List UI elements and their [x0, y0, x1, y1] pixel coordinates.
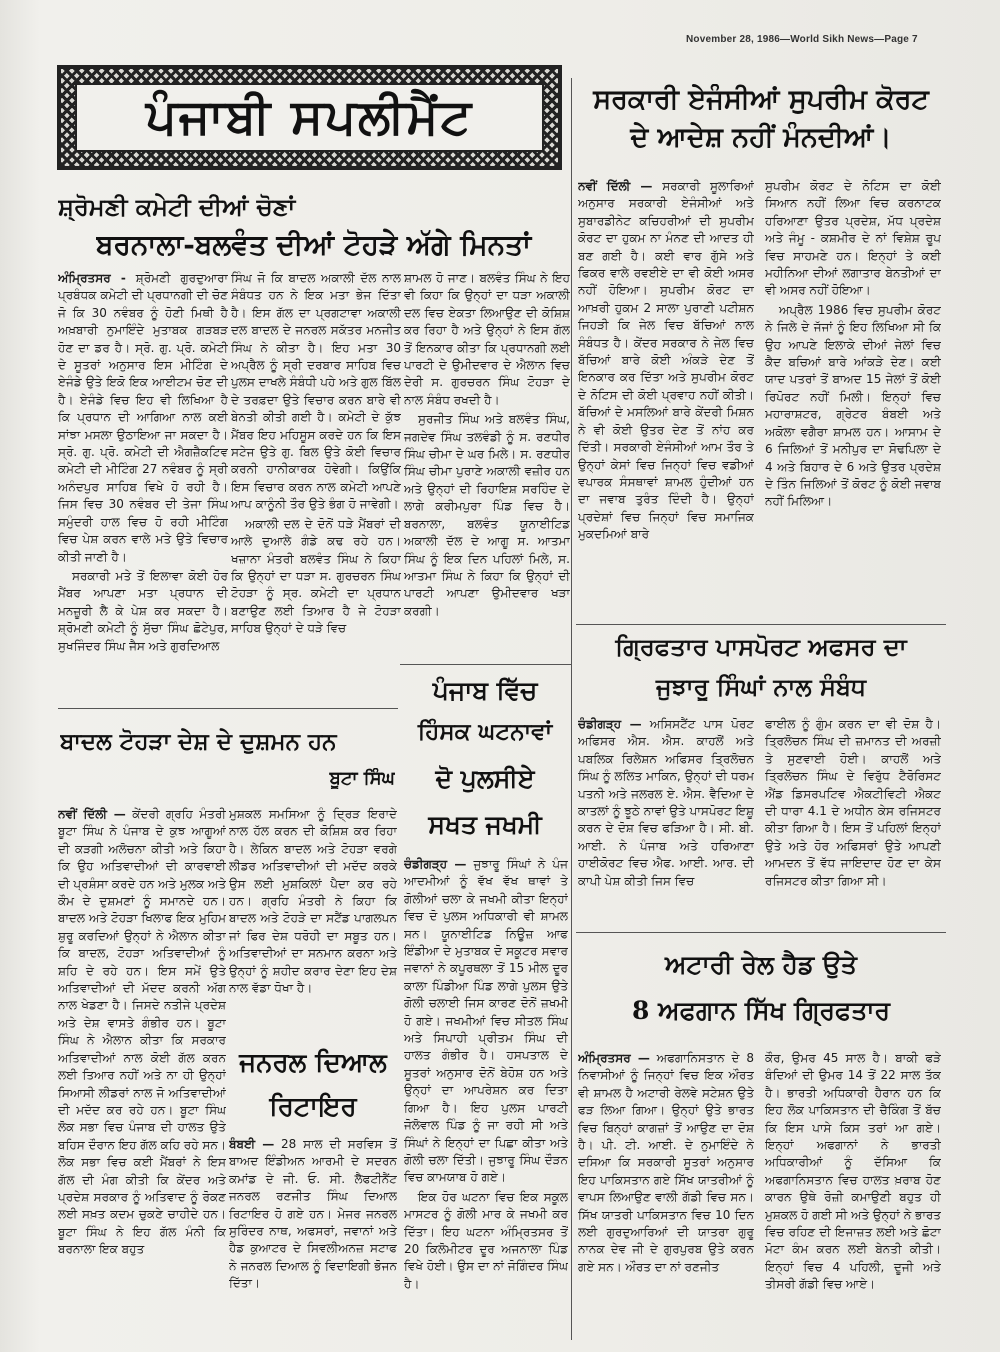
page-folio: November 28, 1986—World Sikh News—Page 7 — [686, 34, 918, 45]
article2-column-1 — [578, 178, 754, 618]
masthead-banner — [57, 65, 562, 170]
paragraph-text: ਸਰਕਾਰੀ ਸੂਲਾਰਿਆਂ ਅਨੁਸਾਰ ਸਰਕਾਰੀ ਏਜੰਸੀਆਂ ਅਤੇ ਸੁਬਾਰਡੀਨੇਟ ਕਚਿਹਰੀਆਂ ਦੀ ਸੁਪਰੀਮ ਕੋਰਟ ਦਾ ਹੁਕਮ ਨਾ ਮੰਨਣ ਦੀ ਆਦਤ ਹੀ ਬਣ ਗਈ ਹੈ। ਕਈ ਵਾਰ ਗੁੱਸੇ ਅਤੇ ਫਿਕਰ ਵਾਲੇ ਰਵਈਏ ਦਾ ਵੀ ਕੋਈ ਅਸਰ ਨਹੀਂ ਹੋਇਆ। ਸੁਪਰੀਮ ਕੋਰਟ ਦਾ ਆਖ਼ਰੀ ਹੁਕਮ 2 ਸਾਲਾ ਪੁਰਾਣੀ ਪਟੀਸ਼ਨ ਜਿਹੜੀ ਕਿ ਜੇਲ ਵਿਚ ਬੱਚਿਆਂ ਨਾਲ ਸੰਬੰਧਤ ਹੈ। ਕੇਂਦਰ ਸਰਕਾਰ ਨੇ ਜੇਲ ਵਿਚ ਬੱਚਿਆਂ ਬਾਰੇ ਕੋਈ ਅੰਕੜੇ ਦੇਣ ਤੋਂ ਇਨਕਾਰ ਕਰ ਦਿੱਤਾ ਅਤੇ ਸੁਪਰੀਮ ਕੋਰਟ ਦੇ ਨੋਟਿਸ ਦੀ ਕੋਈ ਪ੍ਰਵਾਹ ਨਹੀਂ ਕੀਤੀ। ਬੱਚਿਆਂ ਦੇ ਮਸਲਿਆਂ ਬਾਰੇ ਕੇਂਦਰੀ ਮਿਸ਼ਨ ਨੇ ਵੀ ਕੋਈ ਉਤਰ ਦੇਣ ਤੋਂ ਨਾਂਹ ਕਰ ਦਿੱਤੀ। ਸਰਕਾਰੀ ਏਜੰਸੀਆਂ ਆਮ ਤੌਰ ਤੇ ਉਨ੍ਹਾਂ ਕੇਸਾਂ ਵਿਚ ਜਿਨ੍ਹਾਂ ਵਿਚ ਵਡੀਆਂ ਵਪਾਰਕ ਸੰਸਥਾਵਾਂ ਸ਼ਾਮਲ ਹੁੰਦੀਆਂ ਹਨ ਦਾ ਜਵਾਬ ਤੁਰੰਤ ਦਿੰਦੀ ਹੈ। ਉਨ੍ਹਾਂ ਪ੍ਰਦੇਸ਼ਾਂ ਵਿਚ ਜਿਨ੍ਹਾਂ ਵਿਚ ਸਮਾਜਿਕ ਮੁਕਦਮਿਆਂ ਬਾਰੇ — [578, 179, 754, 542]
article2-column-2 — [765, 178, 941, 618]
article4-column-1 — [58, 806, 226, 1340]
paragraph — [58, 568, 228, 655]
paragraph-text: ਸੁਰਜੀਤ ਸਿੰਘ ਅਤੇ ਬਲਵੰਤ ਸਿੰਘ, ਜਗਦੇਵ ਸਿੰਘ ਤਲਵੰਡੀ ਨੂੰ ਸ. ਰਣਧੀਰ ਸਿੰਘ ਚੀਮਾ ਦੇ ਘਰ ਮਿਲੇ। ਸ. ਰਣਧੀਰ ਸਿੰਘ ਚੀਮਾ ਪੁਰਾਣੇ ਅਕਾਲੀ ਵਜ਼ੀਰ ਹਨ ਅਤੇ ਉਨ੍ਹਾਂ ਦੀ ਰਿਹਾਇਸ਼ ਸਰਹਿੰਦ ਦੇ ਲਾਗੇ ਕਰੀਮਪੁਰਾ ਪਿੰਡ ਵਿਚ ਹੈ। ਬਰਨਾਲਾ, ਬਲਵੰਤ ਯੂਨਾਈਟਿਡ ਅਕਾਲੀ ਦੱਲ ਦੇ ਆਗੂ ਸ. ਆਤਮਾ ਸਿੰਘ ਨੂੰ ਇਕ ਦਿਨ ਪਹਿਲਾਂ ਮਿਲੇ, ਸ. ਆਤਮਾ ਸਿੰਘ ਨੇ ਕਿਹਾ ਕਿ ਉਨ੍ਹਾਂ ਦੀ ਪਾਰਟੀ ਆਪਣਾ ਉਮੀਦਵਾਰ ਖੜਾ ਕਰਗੀ। — [404, 412, 570, 618]
article1-column-3 — [404, 270, 570, 660]
article5-headline-line2: ਹਿੰਸਕ ਘਟਨਾਵਾਂ — [417, 718, 553, 745]
paragraph-text: ਇਕ ਹੋਰ ਘਟਨਾ ਵਿਚ ਇਕ ਸਕੂਲ ਮਾਸਟਰ ਨੂੰ ਗੋਲੀ ਮਾਰ ਕੇ ਜਖਮੀ ਕਰ ਦਿੱਤਾ। ਇਹ ਘਟਨਾ ਅੰਮ੍ਰਿਤਸਰ ਤੋਂ 20 ਕਿਲੋਮੀਟਰ ਦੂਰ ਅਜਨਾਲਾ ਪਿੰਡ ਵਿਖੇ ਹੋਈ। ਉਸ ਦਾ ਨਾਂ ਜੋਗਿੰਦਰ ਸਿੰਘ ਹੈ। — [404, 1189, 568, 1291]
paragraph — [58, 806, 226, 1259]
paragraph-text: ਕੌਰ, ਉਮਰ 45 ਸਾਲ ਹੈ। ਬਾਕੀ ਫੜੇ ਬੰਦਿਆਂ ਦੀ ਉਮਰ 14 ਤੋਂ 22 ਸਾਲ ਤੱਕ ਹੈ। ਭਾਰਤੀ ਅਧਿਕਾਰੀ ਹੈਰਾਨ ਹਨ ਕਿ ਇਹ ਲੋਕ ਪਾਕਿਸਤਾਨ ਦੀ ਚੈਕਿੰਗ ਤੋਂ ਬੱਚ ਕਿ ਇਸ ਪਾਸੇ ਕਿਸ ਤਰਾਂ ਆ ਗਏ। ਇਨ੍ਹਾਂ ਅਫਗਾਨਾਂ ਨੇ ਭਾਰਤੀ ਅਧਿਕਾਰੀਆਂ ਨੂੰ ਦੱਸਿਆ ਕਿ ਅਫਗਾਨਿਸਤਾਨ ਵਿਚ ਹਾਲਤ ਖ਼ਰਾਬ ਹੋਣ ਕਾਰਨ ਉਥੇ ਰੋਜ਼ੀ ਕਮਾਉਣੀ ਬਹੁਤ ਹੀ ਮੁਸ਼ਕਲ ਹੋ ਗਈ ਸੀ ਅਤੇ ਉਨ੍ਹਾਂ ਨੇ ਭਾਰਤ ਵਿਚ ਰਹਿਣ ਦੀ ਇਜਾਜ਼ਤ ਲਈ ਅਤੇ ਛੋਟਾ ਮੋਟਾ ਕੰਮ ਕਰਨ ਲਈ ਬੇਨਤੀ ਕੀਤੀ। ਇਨ੍ਹਾਂ ਵਿਚ 4 ਪਹਿਲੀ, ਦੂਜੀ ਅਤੇ ਤੀਸਰੀ ਗੱਡੀ ਵਿਚ ਆਏ। — [765, 1051, 941, 1292]
article7-headline-line2: 8 ਅਫਗਾਨ ਸਿੱਖ ਗ੍ਰਿਫਤਾਰ — [632, 996, 890, 1025]
paragraph — [404, 270, 570, 409]
dateline: ਨਵੀਂ ਦਿੱਲੀ — — [58, 807, 126, 821]
article4-column-2 — [229, 806, 397, 1034]
article5-column-1 — [404, 856, 568, 1340]
article6-column-1 — [229, 1136, 397, 1340]
article1-headline: ਬਰਨਾਲਾ-ਬਲਵੰਤ ਦੀਆਂ ਟੋਹੜੇ ਅੱਗੇ ਮਿਨਤਾਂ — [96, 228, 532, 261]
paragraph-text: ਸਿੰਘ ਜੋ ਕਿ ਬਾਦਲ ਅਕਾਲੀ ਦੱਲ ਨਾਲ ਸੰਬੰਧਤ ਹਨ ਨੇ ਇਕ ਮਤਾ ਭੇਜ ਦਿੱਤਾ ਹੈ। ਇਸ ਗੱਲ ਦਾ ਪ੍ਰਗਟਾਵਾ ਅਕਾਲੀ ਦਲ ਬਾਦਲ ਦੇ ਜਨਰਲ ਸਕੱਤਰ ਮਨਜੀਤ ਸਿੰਘ ਨੇ ਕੀਤਾ ਹੈ। ਇਹ ਮਤਾ 30 ਅਪ੍ਰੈਲ ਨੂੰ ਸ੍ਰੀ ਦਰਬਾਰ ਸਾਹਿਬ ਵਿਚ ਪੁਲਸ ਦਾਖਲੇ ਸੰਬੰਧੀ ਪਹੇ ਅਤੇ ਗੁਲ ਬਿੱਲ ਦੇ ਤਰਫ਼ਦਾ ਉਤੇ ਵਿਚਾਰ ਕਰਨ ਬਾਰੇ ਵੀ ਬੇਨਤੀ ਕੀਤੀ ਗਈ ਹੈ। ਕਮੇਟੀ ਦੇ ਕੁੱਝ ਮੈਂਬਰ ਇਹ ਮਹਿਸੂਸ ਕਰਦੇ ਹਨ ਕਿ ਇਸ ਸਟੇਜ ਉਤੇ ਗੁ. ਬਿਲ ਉਤੇ ਕੋਈ ਵਿਚਾਰ ਕਰਨੀ ਹਾਨੀਕਾਰਕ ਹੋਵੇਗੀ। ਕਿਉਂਕਿ ਇਸ ਵਿਚਾਰ ਕਰਨ ਨਾਲ ਕਮੇਟੀ ਆਪਣੇ ਆਪ ਕਾਨੂੰਨੀ ਤੌਰ ਉਤੇ ਭੰਗ ਹੋ ਜਾਵੇਗੀ। — [231, 271, 401, 512]
paragraph-text: ਸ਼ਾਮਲ ਹੋ ਜਾਣ। ਬਲਵੰਤ ਸਿੰਘ ਨੇ ਇਹ ਵੀ ਕਿਹਾ ਕਿ ਉਨ੍ਹਾਂ ਦਾ ਧੜਾ ਅਕਾਲੀ ਦਲ ਵਿਚ ਏਕਤਾ ਲਿਆਉਣ ਦੀ ਕੋਸ਼ਿਸ਼ ਕਰ ਰਿਹਾ ਹੈ ਅਤੇ ਉਨ੍ਹਾਂ ਨੇ ਇਸ ਗੱਲ ਤੋਂ ਇਨਕਾਰ ਕੀਤਾ ਕਿ ਪ੍ਰਧਾਨਗੀ ਲਈ ਪਾਰਟੀ ਦੇ ਉਮੀਦਵਾਰ ਦੇ ਐਲਾਨ ਵਿਚ ਦੇਰੀ ਸ. ਗੁਰਚਰਨ ਸਿੰਘ ਟੋਹੜਾ ਦੇ ਨਾਲ ਸੰਬੰਧ ਰਖਦੀ ਹੈ। — [404, 271, 570, 407]
masthead-title: ਪੰਜਾਬੀ ਸਪਲੀਮੈਂਟ — [145, 89, 474, 145]
paragraph-text: ਮੁਸ਼ਕਲ ਸਮਸਿਆ ਨੂੰ ਦ੍ਰਿੜ ਇਰਾਦੇ ਨਾਲ ਹੱਲ ਕਰਨ ਦੀ ਕੋਸ਼ਿਸ਼ ਕਰ ਰਿਹਾ ਹੈ। ਲੇਕਿਨ ਬਾਦਲ ਅਤੇ ਟੋਹੜਾ ਵਰਗੇ ਲੀਡਰ ਅਤਿਵਾਦੀਆਂ ਦੀ ਮਦੱਦ ਕਰਕੇ ਉਸ ਲਈ ਮੁਸ਼ਕਿਲਾਂ ਪੈਦਾ ਕਰ ਰਹੇ ਹਨ। ਗ੍ਰਹਿ ਮੰਤਰੀ ਨੇ ਕਿਹਾ ਕਿ ਬਾਦਲ ਅਤੇ ਟੋਹੜੇ ਦਾ ਸਟੈਂਡ ਪਾਗਲਪਨ ਜਾਂ ਫਿਰ ਦੇਸ਼ ਧਰੋਹੀ ਦਾ ਸਬੂਤ ਹਨ। ਅਤਿਵਾਦੀਆਂ ਦਾ ਸਨਮਾਨ ਕਰਨਾ ਅਤੇ ਉਨ੍ਹਾਂ ਨੂੰ ਸ਼ਹੀਦ ਕਰਾਰ ਦੇਣਾ ਇਹ ਦੇਸ਼ ਨਾਲ ਵੱਡਾ ਧੋਖਾ ਹੈ। — [229, 807, 397, 996]
paragraph — [229, 1136, 397, 1293]
rule-article2-bottom — [576, 624, 946, 625]
article3-headline-line1: ਗ੍ਰਿਫਤਾਰ ਪਾਸਪੋਰਟ ਅਫਸਰ ਦਾ — [615, 632, 907, 661]
paragraph — [765, 1050, 941, 1294]
article7-column-1 — [578, 1050, 754, 1340]
article6-headline-line2: ਰਿਟਾਇਰ — [269, 1092, 357, 1122]
paragraph-text: ਸ਼੍ਰੋਮਣੀ ਗੁਰਦੁਆਰਾ ਪ੍ਰਬੰਧਕ ਕਮੇਟੀ ਦੀ ਪ੍ਰਧਾਨਗੀ ਦੀ ਚੋਣ ਜੋ ਕਿ 30 ਨਵੰਬਰ ਨੂੰ ਹੋਣੀ ਮਿਥੀ ਹੈ ਅਖ਼ਬਾਰੀ ਨੁਮਾਇੰਦੇ ਮੁਤਾਬਕ ਗੜਬੜ ਹੋਣ ਦਾ ਡਰ ਹੈ। ਸ੍ਰੋ. ਗੁ. ਪ੍ਰੋ. ਕਮੇਟੀ ਦੇ ਸੂਤਰਾਂ ਅਨੁਸਾਰ ਇਸ ਮੀਟਿੰਗ ਦੇ ਏਜੰਡੇ ਉਤੇ ਇਕੋ ਇਕ ਆਈਟਮ ਚੋਣ ਦੀ ਹੈ। ਏਜੰਡੇ ਵਿਚ ਇਹ ਵੀ ਲਿਖਿਆ ਹੈ ਕਿ ਪ੍ਰਧਾਨ ਦੀ ਆਗਿਆ ਨਾਲ ਕਈ ਸਾਂਝਾ ਮਸਲਾ ਉਠਾਇਆ ਜਾ ਸਕਦਾ ਹੈ। ਸ੍ਰੋ. ਗੁ. ਪ੍ਰੋ. ਕਮੇਟੀ ਦੀ ਐਗਜ਼ੈਕਟਿਵ ਕਮੇਟੀ ਦੀ ਮੀਟਿੰਗ 27 ਨਵੰਬਰ ਨੂੰ ਸ੍ਰੀ ਅਨੰਦਪੁਰ ਸਾਹਿਬ ਵਿਖੇ ਹੋ ਰਹੀ ਹੈ। ਜਿਸ ਵਿਚ 30 ਨਵੰਬਰ ਦੀ ਤੇਜਾ ਸਿੰਘ ਸਮੁੰਦਰੀ ਹਾਲ ਵਿਚ ਹੋ ਰਹੀ ਮੀਟਿੰਗ ਵਿਚ ਪੇਸ਼ ਕਰਨ ਵਾਲੇ ਮਤੇ ਉਤੇ ਵਿਚਾਰ ਕੀਤੀ ਜਾਣੀ ਹੈ। — [58, 271, 228, 564]
paragraph — [229, 806, 397, 997]
paragraph — [404, 1189, 568, 1293]
article2-headline-line2: ਦੇ ਆਦੇਸ਼ ਨਹੀਂ ਮੰਨਦੀਆਂ। — [630, 122, 892, 153]
article4-byline: ਬੂਟਾ ਸਿੰਘ — [329, 768, 395, 789]
paragraph — [404, 856, 568, 1187]
paragraph-text: ਸਰਕਾਰੀ ਮਤੇ ਤੋਂ ਇਲਾਵਾ ਕੋਈ ਹੋਰ ਮੈਂਬਰ ਆਪਣਾ ਮਤਾ ਪ੍ਰਧਾਨ ਦੀ ਮਨਜ਼ੂਰੀ ਲੈ ਕੇ ਪੇਸ਼ ਕਰ ਸਕਦਾ ਹੈ। ਸ਼੍ਰੋਮਣੀ ਕਮੇਟੀ ਨੂੰ ਸੁੱਚਾ ਸਿੰਘ ਛੋਟੇਪੁਰ, ਸੁਖਜਿੰਦਰ ਸਿੰਘ ਜੈਸ ਅਤੇ ਗੁਰਦਿਆਲ — [58, 568, 228, 653]
article3-column-2 — [765, 716, 941, 926]
paragraph-text: ਅਫਗਾਨਿਸਤਾਨ ਦੇ 8 ਨਿਵਾਸੀਆਂ ਨੂੰ ਜਿਨ੍ਹਾਂ ਵਿਚ ਇਕ ਔਰਤ ਵੀ ਸ਼ਾਮਲ ਹੈ ਅਟਾਰੀ ਰੇਲਵੇ ਸਟੇਸ਼ਨ ਉਤੇ ਫੜ ਲਿਆ ਗਿਆ। ਉਨ੍ਹਾਂ ਉਤੇ ਭਾਰਤ ਵਿਚ ਬਿਨ੍ਹਾਂ ਕਾਗਜ਼ਾਂ ਤੋਂ ਆਉਣ ਦਾ ਦੋਸ਼ ਹੈ। ਪੀ. ਟੀ. ਆਈ. ਦੇ ਨੁਮਾਇੰਦੇ ਨੇ ਦਸਿਆ ਕਿ ਸਰਕਾਰੀ ਸੂਤਰਾਂ ਅਨੁਸਾਰ ਇਹ ਪਾਕਿਸਤਾਨ ਗਏ ਸਿੱਖ ਯਾਤਰੀਆਂ ਨੂੰ ਵਾਪਸ ਲਿਆਉਣ ਵਾਲੀ ਗੱਡੀ ਵਿਚ ਸਨ। ਸਿੱਖ ਯਾਤਰੀ ਪਾਕਿਸਤਾਨ ਵਿਚ 10 ਦਿਨ ਲਈ ਗੁਰਦੁਆਰਿਆਂ ਦੀ ਯਾਤਰਾ ਗੁਰੂ ਨਾਨਕ ਦੇਵ ਜੀ ਦੇ ਗੁਰਪੁਰਬ ਉਤੇ ਕਰਨ ਗਏ ਸਨ। ਔਰਤ ਦਾ ਨਾਂ ਰਣਜੀਤ — [578, 1051, 754, 1274]
article2-headline-line1: ਸਰਕਾਰੀ ਏਜੰਸੀਆਂ ਸੁਪਰੀਮ ਕੋਰਟ — [593, 84, 929, 115]
paragraph — [231, 516, 401, 638]
article5-headline-line3: ਦੋ ਪੁਲਸੀਏ — [435, 764, 535, 793]
paragraph — [765, 178, 941, 300]
paragraph-text: ਸੁਪਰੀਮ ਕੋਰਟ ਦੇ ਨੋਟਿਸ ਦਾ ਕੋਈ ਸਿਆਨ ਨਹੀਂ ਲਿਆ ਵਿਚ ਕਰਨਾਟਕ ਹਰਿਆਣਾ ਉਤਰ ਪ੍ਰਦੇਸ਼, ਮੱਧ ਪ੍ਰਦੇਸ਼ ਅਤੇ ਜੰਮੂ - ਕਸ਼ਮੀਰ ਦੇ ਨਾਂ ਵਿਸ਼ੇਸ਼ ਰੂਪ ਵਿਚ ਸਾਹਮਣੇ ਹਨ। ਇਨ੍ਹਾਂ ਤੇ ਕਈ ਮਹੀਨਿਆ ਦੀਆਂ ਲਗਾਤਾਰ ਬੇਨਤੀਆਂ ਦਾ ਵੀ ਅਸਰ ਨਹੀਂ ਹੋਇਆ। — [765, 179, 941, 298]
masthead-inner — [75, 83, 544, 152]
paragraph-text: ਅਕਾਲੀ ਦਲ ਦੇ ਦੋਨੋਂ ਧੜੇ ਮੈਂਬਰਾਂ ਦੀ ਆਲੇ ਦੁਆਲੇ ਗੰਡੇ ਕਢ ਰਹੇ ਹਨ। ਖਜ਼ਾਨਾ ਮੰਤਰੀ ਬਲਵੰਤ ਸਿੰਘ ਨੇ ਕਿਹਾ ਕਿ ਉਨ੍ਹਾਂ ਦਾ ਧੜਾ ਸ. ਗੁਰਚਰਨ ਸਿੰਘ ਟੋਹੜਾ ਨੂੰ ਸ੍ਰ. ਕਮੇਟੀ ਦਾ ਪ੍ਰਧਾਨ ਬਣਾਉਣ ਲਈ ਤਿਆਰ ਹੈ ਜੇ ਟੋਹੜਾ ਸਾਹਿਬ ਉਨ੍ਹਾਂ ਦੇ ਧੜੇ ਵਿਚ — [231, 516, 401, 636]
dateline: ਨਵੀਂ ਦਿੱਲੀ — — [578, 179, 653, 193]
paragraph — [578, 716, 754, 890]
article5-headline-line1: ਪੰਜਾਬ ਵਿੱਚ — [432, 676, 538, 705]
article7-column-2 — [765, 1050, 941, 1340]
dateline: ਚੰਡੀਗੜ੍ਹ — — [404, 857, 467, 871]
paragraph — [404, 411, 570, 620]
article3-column-1 — [578, 716, 754, 926]
rule-article5-top — [400, 664, 571, 665]
paragraph — [765, 716, 941, 890]
article5-headline-line4: ਸਖਤ ਜਖਮੀ — [428, 810, 542, 839]
article6-headline-line1: ਜਨਰਲ ਦਿਆਲ — [239, 1048, 387, 1078]
dateline: ਬੰਬਈ — — [229, 1137, 275, 1151]
article1-column-2 — [231, 270, 401, 702]
article3-headline-line2: ਜੁਝਾਰੂ ਸਿੰਘਾਂ ਨਾਲ ਸੰਬੰਧ — [655, 672, 867, 701]
paragraph-text: 28 ਸਾਲ ਦੀ ਸਰਵਿਸ ਤੋਂ ਬਾਅਦ ਇੰਡੀਅਨ ਆਰਮੀ ਦੇ ਸਦਰਨ ਕਮਾਂਡ ਦੇ ਜੀ. ਓ. ਸੀ. ਲੈਫਟੀਨੈਂਟ ਜਨਰਲ ਰਣਜੀਤ ਸਿੰਘ ਦਿਆਲ ਰਿਟਾਇਰ ਹੋ ਗਏ ਹਨ। ਮੇਜਰ ਜਨਰਲ ਸੁਰਿੰਦਰ ਨਾਥ, ਅਫਸਰਾਂ, ਜਵਾਨਾਂ ਅਤੇ ਹੈਡ ਕੁਆਟਰ ਦੇ ਸਿਵਲੀਅਨਜ਼ ਸਟਾਫ ਨੇ ਜਨਰਲ ਦਿਆਲ ਨੂੰ ਵਿਦਾਇਗੀ ਭੋਜਨ ਦਿੱਤਾ। — [229, 1137, 397, 1291]
dateline: ਅੰਮ੍ਰਿਤਸਰ — — [578, 1051, 650, 1065]
article4-headline: ਬਾਦਲ ਟੋਹੜਾ ਦੇਸ਼ ਦੇ ਦੁਸ਼ਮਨ ਹਨ — [60, 728, 337, 755]
dateline: ਚੰਡੀਗੜ੍ਹ — — [578, 717, 642, 731]
dateline: ਅੰਮ੍ਰਿਤਸਰ - — [58, 271, 126, 285]
paragraph — [765, 302, 941, 511]
rule-article4-top — [58, 708, 398, 709]
paragraph — [231, 270, 401, 514]
paragraph-text: ਕੇਂਦਰੀ ਗ੍ਰਹਿ ਮੰਤਰੀ ਬੂਟਾ ਸਿੰਘ ਨੇ ਪੰਜਾਬ ਦੇ ਕੁਝ ਆਗੂਆਂ ਦੀ ਕੜਗੀ ਅਲੋਚਨਾ ਕੀਤੀ ਅਤੇ ਕਿਹਾ ਕਿ ਉਹ ਅਤਿਵਾਦੀਆਂ ਦੀ ਕਾਰਵਾਈ ਦੀ ਪ੍ਰਸ਼ੰਸਾ ਕਰਦੇ ਹਨ ਅਤੇ ਮੁਲਕ ਅਤੇ ਕੌਮ ਦੇ ਦੁਸ਼ਮਣਾਂ ਨੂੰ ਸਮਾਨਦੇ ਹਨ। ਬਾਦਲ ਅਤੇ ਟੋਹੜਾ ਖਿਲਾਫ ਇਕ ਮੁਹਿਮ ਸ਼ੁਰੂ ਕਰਦਿਆਂ ਉਨ੍ਹਾਂ ਨੇ ਐਲਾਨ ਕੀਤਾ ਕਿ ਬਾਦਲ, ਟੋਹੜਾ ਅਤਿਵਾਦੀਆਂ ਨੂੰ ਸ਼ਹਿ ਦੇ ਰਹੇ ਹਨ। ਇਸ ਸਮੇਂ ਉਤੇ ਅਤਿਵਾਦੀਆਂ ਦੀ ਮੱਦਦ ਕਰਨੀ ਅੱਗ ਨਾਲ ਖੇਡਣਾ ਹੈ। ਜਿਸਦੇ ਨਤੀਜੇ ਪ੍ਰਦੇਸ਼ ਅਤੇ ਦੇਸ਼ ਵਾਸਤੇ ਗੰਭੀਰ ਹਨ। ਬੂਟਾ ਸਿੰਘ ਨੇ ਐਲਾਨ ਕੀਤਾ ਕਿ ਸਰਕਾਰ ਅਤਿਵਾਦੀਆਂ ਨਾਲ ਕੋਈ ਗੱਲ ਕਰਨ ਲਈ ਤਿਆਰ ਨਹੀਂ ਅਤੇ ਨਾ ਹੀ ਉਨ੍ਹਾਂ ਸਿਆਸੀ ਲੀਡਰਾਂ ਨਾਲ ਜੋ ਅਤਿਵਾਦੀਆਂ ਦੀ ਮਦੱਦ ਕਰ ਰਹੇ ਹਨ। ਬੂਟਾ ਸਿੰਘ ਲੋਕ ਸਭਾ ਵਿਚ ਪੰਜਾਬ ਦੀ ਹਾਲਤ ਉਤੇ ਬਹਿਸ ਦੌਰਾਨ ਇਹ ਗੱਲ ਕਹਿ ਰਹੇ ਸਨ। ਲੋਕ ਸਭਾ ਵਿਚ ਕਈ ਮੈਂਬਰਾਂ ਨੇ ਇਸ ਗੱਲ ਦੀ ਮੰਗ ਕੀਤੀ ਕਿ ਕੇਂਦਰ ਅਤੇ ਪ੍ਰਦੇਸ਼ ਸਰਕਾਰ ਨੂੰ ਅਤਿਵਾਦ ਨੂੰ ਰੋਕਣ ਲਈ ਸਖ਼ਤ ਕਦਮ ਚੁਕਣੇ ਚਾਹੀਦੇ ਹਨ। ਬੂਟਾ ਸਿੰਘ ਨੇ ਇਹ ਗੱਲ ਮੰਨੀ ਕਿ ਬਰਨਾਲਾ ਇਕ ਬਹੁਤ — [58, 807, 226, 1257]
article1-kicker: ਸ਼੍ਰੋਮਣੀ ਕਮੇਟੀ ਦੀਆਂ ਚੋਣਾਂ — [58, 192, 296, 221]
paragraph-text: ਫਾਈਲ ਨੂੰ ਗੁੰਮ ਕਰਨ ਦਾ ਵੀ ਦੋਸ਼ ਹੈ। ਤ੍ਰਿਲੋਚਨ ਸਿੰਘ ਦੀ ਜ਼ਮਾਨਤ ਦੀ ਅਰਜ਼ੀ ਤੇ ਸੁਣਵਾਈ ਹੋਈ। ਕਾਹਲੋਂ ਅਤੇ ਤ੍ਰਿਲੋਚਨ ਸਿੰਘ ਦੇ ਵਿਰੁੱਧ ਟੈਰੋਰਿਸਟ ਐਂਡ ਡਿਸਰਪਟਿਵ ਐਕਟੀਵਿਟੀ ਐਕਟ ਦੀ ਧਾਰਾ 4.1 ਦੇ ਅਧੀਨ ਕੇਸ ਰਜਿਸਟਰ ਕੀਤਾ ਗਿਆ ਹੈ। ਇਸ ਤੋਂ ਪਹਿਲਾਂ ਇਨ੍ਹਾਂ ਉਤੇ ਅਤੇ ਹੋਰ ਅਫਿਸਰਾਂ ਉਤੇ ਆਪਣੀ ਆਮਦਨ ਤੋਂ ਵੱਧ ਜਾਇਦਾਦ ਹੋਣ ਦਾ ਕੇਸ ਰਜਿਸਟਰ ਕੀਤਾ ਗਿਆ ਸੀ। — [765, 717, 941, 888]
rule-vertical-right — [571, 78, 572, 1340]
rule-article3-bottom — [576, 932, 946, 933]
paragraph-text: ਜੁਝਾਰੂ ਸਿੰਘਾਂ ਨੇ ਪੰਜ ਆਦਮੀਆਂ ਨੂੰ ਵੱਖ ਵੱਖ ਥਾਵਾਂ ਤੇ ਗੋਲੀਆਂ ਚਲਾ ਕੇ ਜਖਮੀ ਕੀਤਾ ਇਨ੍ਹਾਂ ਵਿਚ ਦੋ ਪੁਲਸ ਅਧਿਕਾਰੀ ਵੀ ਸ਼ਾਮਲ ਸਨ। ਯੂਨਾਈਟਿਡ ਨਿਊਜ਼ ਆਫ ਇੰਡੀਆ ਦੇ ਮੁਤਾਬਕ ਦੋ ਸਕੂਟਰ ਸਵਾਰ ਜਵਾਨਾਂ ਨੇ ਕਪੂਰਥਲਾ ਤੋਂ 15 ਮੀਲ ਦੂਰ ਕਾਲਾ ਪਿੰਡੀਆ ਪਿੰਡ ਲਾਗੇ ਪੁਲਸ ਉਤੇ ਗੋਲੀ ਚਲਾਈ ਜਿਸ ਕਾਰਣ ਦੋਨੋਂ ਜ਼ਖਮੀ ਹੋ ਗਏ। ਜਖਮੀਆਂ ਵਿਚ ਸੀਤਲ ਸਿੰਘ ਅਤੇ ਸਿਪਾਹੀ ਪ੍ਰੀਤਮ ਸਿੰਘ ਦੀ ਹਾਲਤ ਗੰਭੀਰ ਹੈ। ਹਸਪਤਾਲ ਦੇ ਸੂਤਰਾਂ ਅਨੁਸਾਰ ਦੋਨੋਂ ਬੇਹੋਸ਼ ਹਨ ਅਤੇ ਉਨ੍ਹਾਂ ਦਾ ਆਪਰੇਸ਼ਨ ਕਰ ਦਿਤਾ ਗਿਆ ਹੈ। ਇਹ ਪੁਲਸ ਪਾਰਟੀ ਜੋਲੋਵਾਲ ਪਿੰਡ ਨੂੰ ਜਾ ਰਹੀ ਸੀ ਅਤੇ ਸਿੰਘਾਂ ਨੇ ਇਨ੍ਹਾਂ ਦਾ ਪਿਛਾ ਕੀਤਾ ਅਤੇ ਗੋਲੀ ਚਲਾ ਦਿੱਤੀ। ਜੁਝਾਰੂ ਸਿੰਘ ਦੌੜਨ ਵਿਚ ਕਾਮਯਾਬ ਹੋ ਗਏ। — [404, 857, 568, 1185]
article1-column-1 — [58, 270, 228, 702]
paragraph — [578, 178, 754, 544]
paragraph-text: ਅਪ੍ਰੈਲ 1986 ਵਿਚ ਸੁਪਰੀਮ ਕੋਰਟ ਨੇ ਜਿਲੇ ਦੇ ਜੱਜਾਂ ਨੂੰ ਇਹ ਲਿਖਿਆ ਸੀ ਕਿ ਉਹ ਆਪਣੇ ਇਲਾਕੇ ਦੀਆਂ ਜੇਲਾਂ ਵਿਚ ਕੈਦ ਬਚਿਆਂ ਬਾਰੇ ਆਂਕੜੇ ਦੇਣ। ਕਈ ਯਾਦ ਪਤਰਾਂ ਤੋਂ ਬਾਅਦ 15 ਜੇਲਾਂ ਤੋਂ ਕੋਈ ਰਿਪੋਰਟ ਨਹੀਂ ਮਿਲੀ। ਇਨ੍ਹਾਂ ਵਿਚ ਮਹਾਰਾਸ਼ਟਰ, ਗ੍ਰੇਟਰ ਬੰਬਈ ਅਤੇ ਅਕੋਲਾ ਵਗੈਰਾ ਸ਼ਾਮਲ ਹਨ। ਆਸਾਮ ਦੇ 6 ਜਿਲਿਆਂ ਤੋਂ ਮਨੀਪੁਰ ਦਾ ਸੋਢਪਿਲਾ ਦੇ 4 ਅਤੇ ਬਿਹਾਰ ਦੇ 6 ਅਤੇ ਉਤਰ ਪ੍ਰਦੇਸ਼ ਦੇ ਤਿੰਨ ਜਿਲਿਆਂ ਤੋਂ ਕੋਰਟ ਨੂੰ ਕੋਈ ਜਵਾਬ ਨਹੀਂ ਮਿਲਿਆ। — [765, 302, 941, 509]
article7-headline-line1: ਅਟਾਰੀ ਰੇਲ ਹੈਡ ਉਤੇ — [665, 950, 857, 979]
paragraph — [578, 1050, 754, 1276]
paragraph — [58, 270, 228, 566]
paragraph-text: ਅਸਿਸਟੈਂਟ ਪਾਸ ਪੋਰਟ ਅਫਿਸਰ ਐਸ. ਐਸ. ਕਾਹਲੋਂ ਅਤੇ ਪਬਲਿਕ ਰਿਲੇਸ਼ਨ ਅਫਿਸਰ ਤ੍ਰਿਲੋਚਨ ਸਿੰਘ ਨੂੰ ਲਲਿਤ ਮਾਕਿਨ, ਉਨ੍ਹਾਂ ਦੀ ਧਰਮ ਪਤਨੀ ਅਤੇ ਜਲਰਲ ਏ. ਐਸ. ਵੈਦਿਆ ਦੇ ਕਾਤਲਾਂ ਨੂੰ ਝੂਠੇ ਨਾਵਾਂ ਉਤੇ ਪਾਸਪੋਰਟ ਇਸ਼ੂ ਕਰਨ ਦੇ ਦੋਸ਼ ਵਿਚ ਫੜਿਆ ਹੈ। ਸੀ. ਬੀ. ਆਈ. ਨੇ ਪੰਜਾਬ ਅਤੇ ਹਰਿਆਣਾ ਹਾਈਕੋਰਟ ਵਿਚ ਐਫ. ਆਈ. ਆਰ. ਦੀ ਕਾਪੀ ਪੇਸ਼ ਕੀਤੀ ਜਿਸ ਵਿਚ — [578, 717, 754, 888]
